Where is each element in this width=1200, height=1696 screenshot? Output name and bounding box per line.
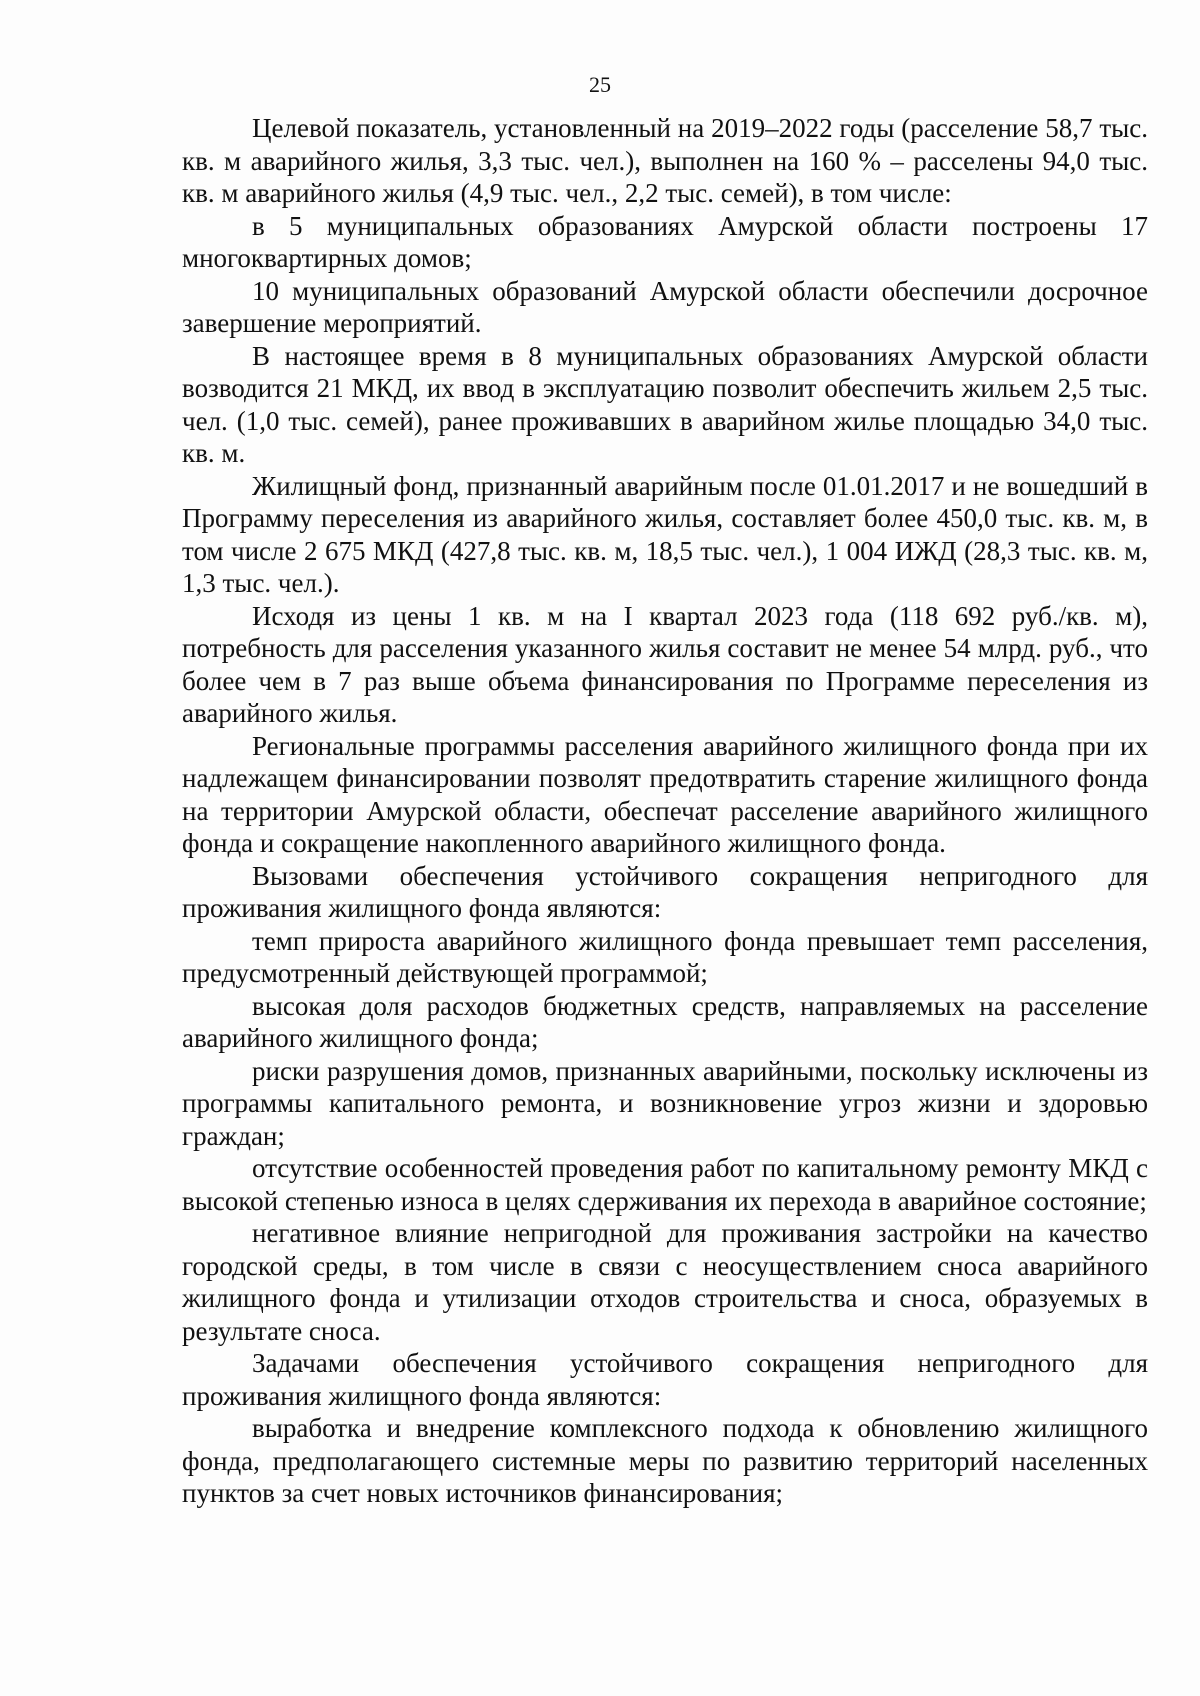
list-item-challenge: отсутствие особенностей проведения работ по капитальному ремонту МКД с высокой степенью износа в целях сдерживания их перехода в аварийное состояние; — [182, 1153, 1148, 1216]
list-item-challenge: высокая доля расходов бюджетных средств, направляемых на расселение аварийного жилищного фонда; — [182, 990, 1148, 1053]
paragraph-tasks-intro: Задачами обеспечения устойчивого сокращения непригодного для проживания жилищного фонда являются: — [182, 1348, 1148, 1411]
document-body — [182, 112, 1148, 1510]
paragraph-challenges-intro: Вызовами обеспечения устойчивого сокращения непригодного для проживания жилищного фонда являются: — [182, 860, 1148, 923]
paragraph-current-construction: В настоящее время в 8 муниципальных образованиях Амурской области возводится 21 МКД, их ввод в эксплуатацию позволит обеспечить жильем 2,5 тыс. чел. (1,0 тыс. семей), ранее проживавших в аварийном жилье площадью 34,0 тыс. кв. м. — [182, 340, 1148, 468]
paragraph-housing-stock: Жилищный фонд, признанный аварийным после 01.01.2017 и не вошедший в Программу переселения из аварийного жилья, составляет более 450,0 тыс. кв. м, в том числе 2 675 МКД (427,8 тыс. кв. м, 18,5 тыс. чел.), 1 004 ИЖД (28,3 тыс. кв. м, 1,3 тыс. чел.). — [182, 470, 1148, 598]
page-number: 25 — [589, 72, 611, 97]
paragraph-target-indicator: Целевой показатель, установленный на 2019–2022 годы (расселение 58,7 тыс. кв. м аварийного жилья, 3,3 тыс. чел.), выполнен на 160 % – расселены 94,0 тыс. кв. м аварийного жилья (4,9 тыс. чел., 2,2 тыс. семей), в том числе: — [182, 113, 1148, 208]
paragraph-early-completion: 10 муниципальных образований Амурской области обеспечили досрочное завершение мероприятий. — [182, 275, 1148, 338]
paragraph-built-houses: в 5 муниципальных образованиях Амурской области построены 17 многоквартирных домов; — [182, 210, 1148, 273]
list-item-challenge: темп прироста аварийного жилищного фонда превышает темп расселения, предусмотренный действующей программой; — [182, 925, 1148, 988]
list-item-challenge: риски разрушения домов, признанных аварийными, поскольку исключены из программы капитального ремонта, и возникновение угроз жизни и здоровью граждан; — [182, 1055, 1148, 1151]
list-item-challenge: негативное влияние непригодной для проживания застройки на качество городской среды, в том числе в связи с неосуществлением сноса аварийного жилищного фонда и утилизации отходов строительства и сноса, образуемых в результате сноса. — [182, 1218, 1148, 1346]
paragraph-regional-programs: Региональные программы расселения аварийного жилищного фонда при их надлежащем финансировании позволят предотвратить старение жилищного фонда на территории Амурской области, обеспечат расселение аварийного жилищного фонда и сокращение накопленного аварийного жилищного фонда. — [182, 730, 1148, 858]
paragraph-funding-need: Исходя из цены 1 кв. м на I квартал 2023 года (118 692 руб./кв. м), потребность для расселения указанного жилья составит не менее 54 млрд. руб., что более чем в 7 раз выше объема финансирования по Программе переселения из аварийного жилья. — [182, 600, 1148, 728]
list-item-task: выработка и внедрение комплексного подхода к обновлению жилищного фонда, предполагающего системные меры по развитию территорий населенных пунктов за счет новых источников финансирования; — [182, 1413, 1148, 1508]
